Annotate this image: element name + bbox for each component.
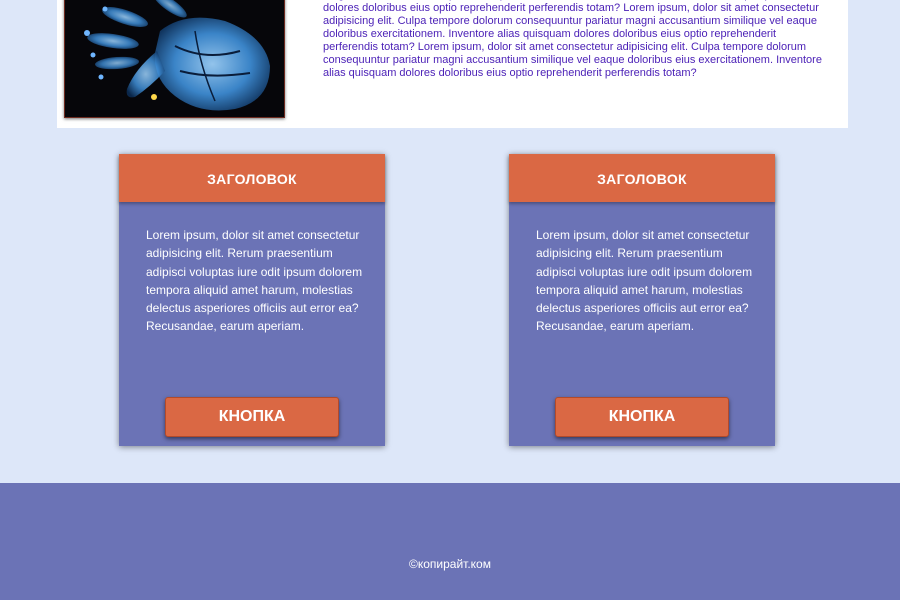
card-2-button[interactable]: КНОПКА xyxy=(555,397,729,437)
handprint-image xyxy=(64,0,285,118)
card-2-text: Lorem ipsum, dolor sit amet consectetur adipisicing elit. Rerum praesentium adipisci voluptas iure odit ipsum dolorem tempora aliquid amet harum, molestias delectus asperiores officiis aut error ea? Recusandae, earum aperiam. xyxy=(536,228,753,334)
card-1-button[interactable]: КНОПКА xyxy=(165,397,339,437)
card-1-title: ЗАГОЛОВОК xyxy=(119,154,385,202)
card-1 xyxy=(119,154,385,446)
handprint-icon xyxy=(65,0,284,117)
footer-copyright: ©копирайт.ком xyxy=(409,557,491,571)
card-2 xyxy=(509,154,775,446)
footer xyxy=(0,483,900,600)
top-paragraph: dolores doloribus eius optio reprehenderit perferendis totam? Lorem ipsum, dolor sit amet consectetur adipisicing elit. Culpa tempore dolorum consequuntur pariatur magni accusantium similique vel eaque doloribus exercitationem. Inventore alias quisquam dolores doloribus eius optio reprehenderit perferendis totam? Lorem ipsum, dolor sit amet consectetur adipisicing elit. Culpa tempore dolorum consequuntur pariatur magni accusantium similique vel eaque doloribus eius exercitationem. Inventore alias quisquam dolores doloribus eius optio reprehenderit perferendis totam? xyxy=(323,2,822,79)
top-content-panel xyxy=(57,0,848,128)
card-1-text: Lorem ipsum, dolor sit amet consectetur adipisicing elit. Rerum praesentium adipisci voluptas iure odit ipsum dolorem tempora aliquid amet harum, molestias delectus asperiores officiis aut error ea? Recusandae, earum aperiam. xyxy=(146,228,363,334)
card-2-title: ЗАГОЛОВОК xyxy=(509,154,775,202)
